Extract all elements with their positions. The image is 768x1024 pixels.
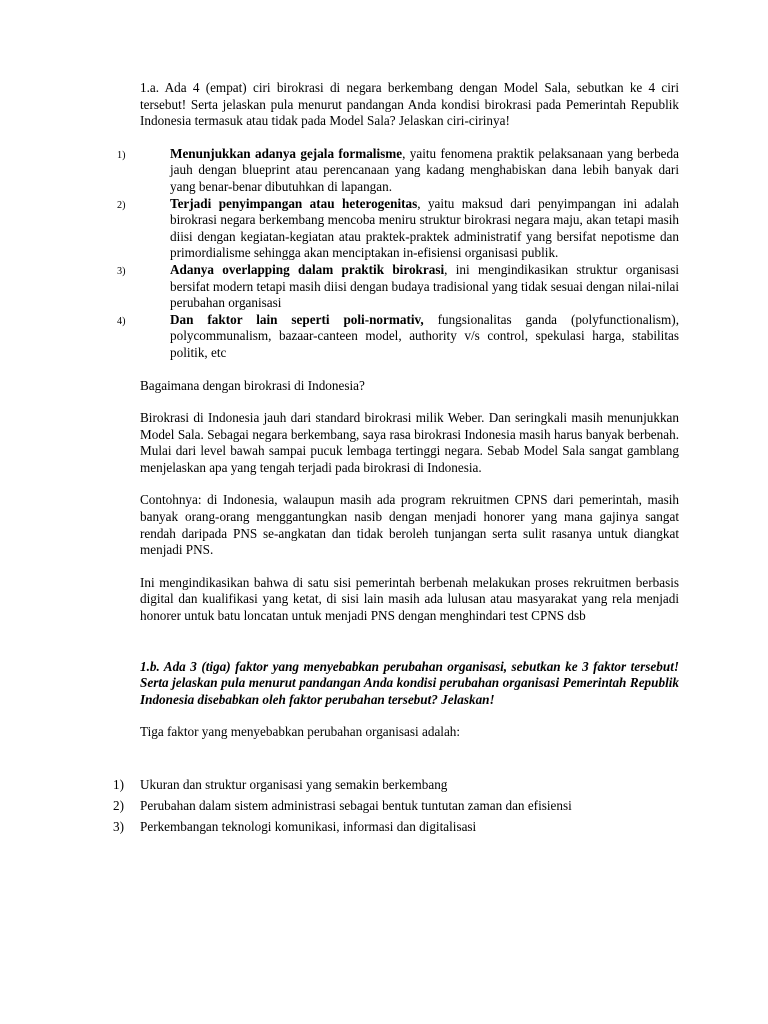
list-item (113, 775, 679, 794)
list-item (117, 145, 679, 196)
list-item (117, 311, 679, 362)
list-marker: 1) (117, 149, 126, 161)
list-marker: 2) (113, 798, 124, 813)
list-item (113, 796, 679, 815)
section-spacer (140, 641, 679, 659)
list-item-rest: fungsionalitas ganda (polyfunctionalism), polycommunalism, bazaar-canteen model, authority v/s control, spekulasi harga, stabilitas politik, etc (170, 311, 679, 360)
list-marker: 3) (117, 265, 126, 277)
list-item (117, 195, 679, 262)
list-marker: 2) (117, 199, 126, 211)
list-item-text (170, 262, 679, 312)
list-item-text: Perubahan dalam sistem administrasi sebagai bentuk tuntutan zaman dan efisiensi (140, 798, 572, 813)
question-1b-paragraph: 1.b. Ada 3 (tiga) faktor yang menyebabkan perubahan organisasi, sebutkan ke 3 faktor tersebut! Serta jelaskan pula menurut pandangan Anda kondisi perubahan organisasi Pemerintah Republik Indonesia disebabkan oleh faktor perubahan tersebut? Jelaskan! (140, 658, 679, 707)
list-item-text (170, 146, 679, 196)
paragraph-birokrasi-indonesia: Birokrasi di Indonesia jauh dari standard birokrasi milik Weber. Dan seringkali masih menunjukkan Model Sala. Sebagai negara berkembang, saya rasa birokrasi Indonesia masih harus banyak berbenah. Mulai dari level bawah sampai pucuk lembaga tertinggi negara. Sebab Model Sala sangat gamblang menjelaskan apa yang tengah terjadi pada birokrasi di Indonesia. (140, 410, 679, 475)
list-marker: 4) (117, 315, 126, 327)
list-item-rest: , yaitu maksud dari penyimpangan ini adalah birokrasi negara berkembang mencoba meniru struktur birokrasi negara maju, akan tetapi masih diisi dengan kegiatan-kegiatan atau praktek-praktek administratif yang bersifat nepotisme dan primordialisme sehingga akan menciptakan in-efisiensi organisasi publik. (170, 195, 679, 261)
list-item-bold-lead: Adanya overlapping dalam praktik birokrasi (170, 261, 445, 277)
paragraph-contohnya: Contohnya: di Indonesia, walaupun masih ada program rekruitmen CPNS dari pemerintah, masih banyak orang-orang menggantungkan nasib dengan menjadi honorer yang mana gajinya sangat rendah daripada PNS se-angkatan dan tidak beroleh tunjangan serta sulit rasanya untuk diangkat menjadi PNS. (140, 492, 679, 558)
list-item-bold-lead: Dan faktor lain seperti poli-normativ, (170, 311, 424, 327)
list-item-rest: , yaitu fenomena praktik pelaksanaan yang berbeda jauh dengan blueprint atau perencanaan yang kadang menghabiskan dana lebih banyak dari yang benar-benar dibutuhkan di lapangan. (170, 145, 679, 194)
document-body (113, 80, 679, 838)
list-item (113, 817, 679, 836)
list-item-text: Perkembangan teknologi komunikasi, informasi dan digitalisasi (140, 819, 477, 834)
list-item-bold-lead: Terjadi penyimpangan atau heterogenitas (170, 195, 418, 211)
paragraph-bagaimana: Bagaimana dengan birokrasi di Indonesia? (140, 377, 365, 393)
question-1a-paragraph: 1.a. Ada 4 (empat) ciri birokrasi di negara berkembang dengan Model Sala, sebutkan ke 4 ciri tersebut! Serta jelaskan pula menurut pandangan Anda kondisi birokrasi pada Pemerintah Republik Indonesia termasuk atau tidak pada Model Sala? Jelaskan ciri-cirinya! (140, 80, 679, 129)
list-item-text: Ukuran dan struktur organisasi yang semakin berkembang (140, 777, 448, 792)
list-item (117, 261, 679, 312)
list-marker: 1) (113, 777, 124, 792)
faktor-list-block (113, 775, 679, 836)
faktor-list (113, 775, 679, 836)
list-item-text (170, 196, 679, 262)
ciri-list (117, 145, 679, 362)
ciri-list-block (117, 145, 679, 362)
paragraph-tiga-faktor: Tiga faktor yang menyebabkan perubahan organisasi adalah: (140, 724, 461, 740)
paragraph-ini-mengindikasikan: Ini mengindikasikan bahwa di satu sisi pemerintah berbenah melakukan proses rekruitmen berbasis digital dan kualifikasi yang ketat, di sisi lain masih ada lulusan atau masyarakat yang rela menjadi honorer untuk batu loncatan untuk menjadi PNS dengan menghindari test CPNS dsb (140, 574, 679, 624)
list-marker: 3) (113, 819, 124, 834)
list-item-bold-lead: Menunjukkan adanya gejala formalisme (170, 145, 403, 161)
list-item-rest: , ini mengindikasikan struktur organisasi bersifat modern tetapi masih diisi dengan budaya tradisional yang tidak sesuai dengan nilai-nilai perubahan organisasi (170, 261, 679, 311)
list-item-text (170, 312, 679, 362)
